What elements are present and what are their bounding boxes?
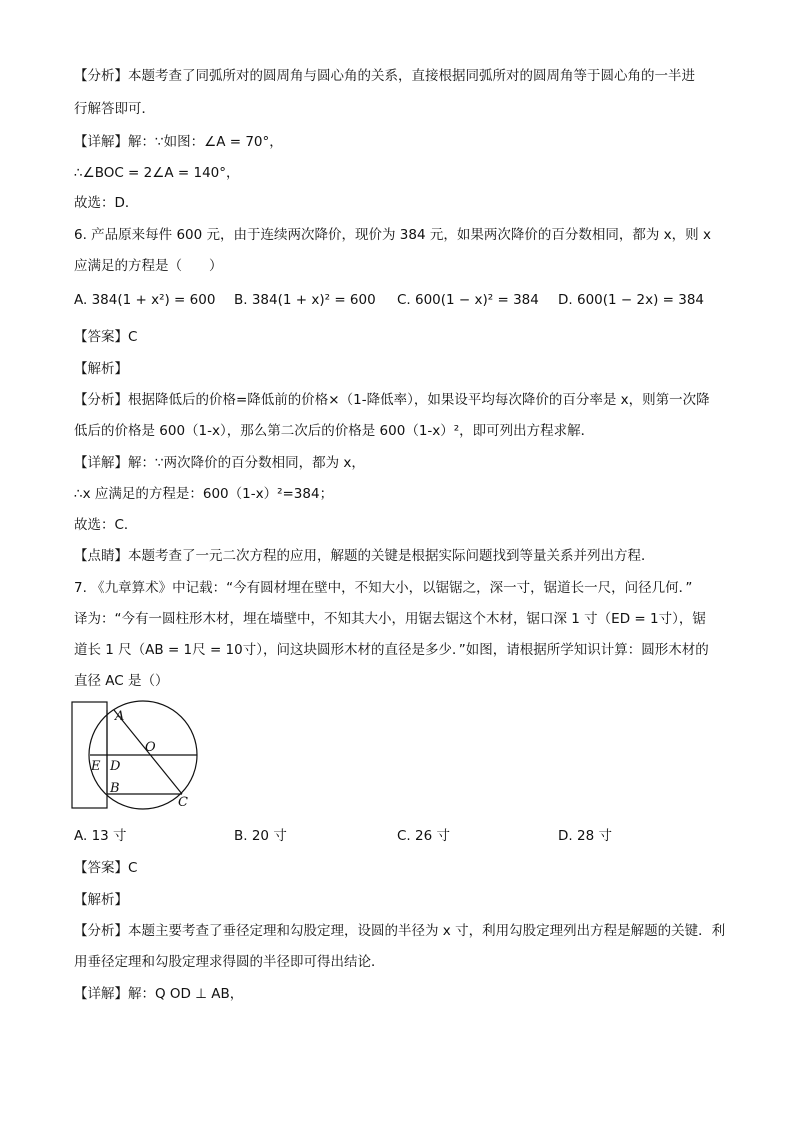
analysis-q7: 【分析】本题主要考查了垂径定理和勾股定理，设圆的半径为 x 寸，利用勾股定理列出方程是解题的关键．利 <box>74 923 726 939</box>
answer-choice-q6: 故选：C． <box>74 517 138 533</box>
question-7: 7. 《九章算术》中记载：“今有圆材埋在壁中，不知大小，以锯锯之，深一寸，锯道长一尺，问径几何．” <box>74 580 693 596</box>
q7-option-a: A. 13 寸 <box>74 828 127 844</box>
q7-option-b: B. 20 寸 <box>234 828 287 844</box>
analysis-q6-cont: 低后的价格是 600（1-x），那么第二次后的价格是 600（1-x）²，即可列出方程求解． <box>74 423 595 439</box>
question-7-translation-cont: 道长 1 尺（AB = 1尺 = 10寸），问这块圆形木材的直径是多少．”如图，请根据所学知识计算：圆形木材的 <box>74 642 709 658</box>
analysis-header-q6: 【解析】 <box>74 361 128 377</box>
circle-wood-figure <box>70 700 210 812</box>
analysis-q5: 【分析】本题考查了同弧所对的圆周角与圆心角的关系，直接根据同弧所对的圆周角等于圆心角的一半进 <box>74 68 695 84</box>
label-d: D <box>110 759 121 774</box>
q6-option-c: C. 600(1 − x)² = 384 <box>397 292 539 308</box>
q6-option-a: A. 384(1 + x²) = 600 <box>74 292 216 308</box>
q6-option-b: B. 384(1 + x)² = 600 <box>234 292 376 308</box>
q7-option-c: C. 26 寸 <box>397 828 450 844</box>
analysis-q6: 【分析】根据降低后的价格=降低前的价格×（1-降低率），如果设平均每次降价的百分率是 x，则第一次降 <box>74 392 710 408</box>
detail-q5: 【详解】解：∵如图：∠A = 70°， <box>74 134 283 150</box>
answer-q6: 【答案】C <box>74 329 138 345</box>
answer-q7: 【答案】C <box>74 860 138 876</box>
comment-q6: 【点睛】本题考查了一元二次方程的应用，解题的关键是根据实际问题找到等量关系并列出方程． <box>74 548 655 564</box>
analysis-q5-cont: 行解答即可． <box>74 101 155 117</box>
detail-q7: 【详解】解：Q OD ⊥ AB， <box>74 986 244 1002</box>
detail-q6-step: ∴x 应满足的方程是：600（1-x）²=384； <box>74 486 334 502</box>
label-a: A <box>115 709 125 724</box>
answer-choice-q5: 故选：D． <box>74 195 139 211</box>
label-b: B <box>110 781 120 796</box>
question-7-ask: 直径 AC 是（） <box>74 673 169 689</box>
q7-option-d: D. 28 寸 <box>558 828 612 844</box>
question-6-cont: 应满足的方程是（ ） <box>74 258 223 274</box>
label-o: O <box>145 740 156 755</box>
q6-option-d: D. 600(1 − 2x) = 384 <box>558 292 705 308</box>
question-7-translation: 译为：“今有一圆柱形木材，埋在墙壁中，不知其大小，用锯去锯这个木材，锯口深 1 寸（ED = 1寸），锯 <box>74 611 706 627</box>
label-c: C <box>178 795 188 810</box>
analysis-header-q7: 【解析】 <box>74 892 128 908</box>
detail-q5-step: ∴∠BOC = 2∠A = 140°， <box>74 165 240 181</box>
label-e: E <box>91 759 101 774</box>
question-6: 6. 产品原来每件 600 元，由于连续两次降价，现价为 384 元，如果两次降价的百分数相同，都为 x，则 x <box>74 227 711 243</box>
analysis-q7-cont: 用垂径定理和勾股定理求得圆的半径即可得出结论． <box>74 954 385 970</box>
detail-q6: 【详解】解：∵两次降价的百分数相同，都为 x， <box>74 455 365 471</box>
